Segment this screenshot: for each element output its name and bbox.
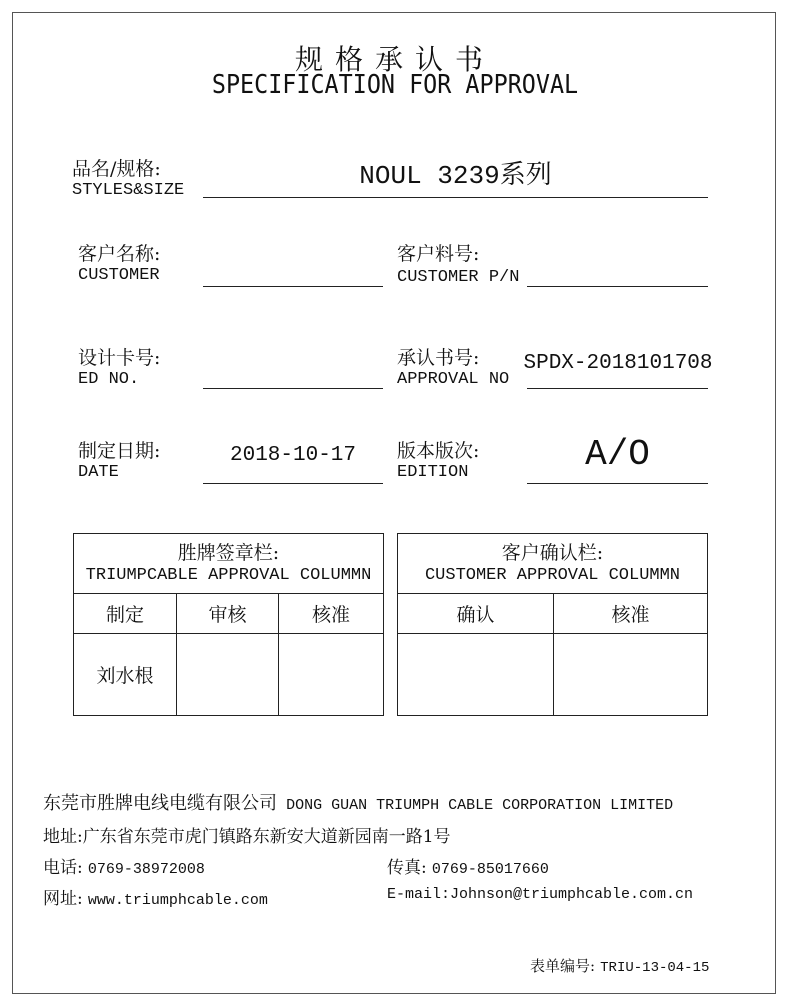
customer-box-header [398,534,708,594]
fax-label: 传真: [387,858,427,878]
triumph-box-title-en: TRIUMPCABLE APPROVAL COLUMMN [85,565,372,585]
customer-label-cn: 客户名称: [78,243,161,265]
website-value[interactable]: www.triumphcable.com [87,892,268,909]
phone-row [43,853,205,878]
customer-cell-confirm [398,634,554,716]
email-value[interactable]: E-mail:Johnson@triumphcable.com.cn [387,886,694,903]
date-underline [203,483,383,484]
fax-row [387,853,549,878]
customer-box-title-en: CUSTOMER APPROVAL COLUMMN [424,565,681,585]
approval-no-value: SPDX-2018101708 [523,352,713,375]
website-label: 网址: [43,889,83,909]
customer-cell-approve [554,634,708,716]
date-value: 2018-10-17 [229,444,357,467]
phone-label: 电话: [43,858,83,878]
phone-value: 0769-38972008 [87,861,205,878]
edition-label-en: EDITION [397,463,469,482]
date-label-en: DATE [78,463,119,482]
fax-value: 0769-85017660 [431,861,549,878]
approval-no-label-cn: 承认书号: [397,347,480,369]
triumph-col-approve: 核准 [279,594,384,634]
customer-label-en: CUSTOMER [78,266,160,285]
customer-pn-label-en: CUSTOMER P/N [397,268,520,287]
address: 地址:广东省东莞市虎门镇路东新安大道新园南一路1号 [43,827,451,847]
approval-no-underline [527,388,708,389]
style-label-cn: 品名/规格: [72,158,161,180]
triumph-approval-table [73,533,384,716]
style-underline [203,197,708,198]
style-label-en: STYLES&SIZE [72,181,185,200]
triumph-col-review: 审核 [177,594,279,634]
ed-no-label-en: ED NO. [78,370,140,389]
customer-col-approve: 核准 [554,594,708,634]
form-number-value: TRIU-13-04-15 [600,960,710,976]
company-name-en: DONG GUAN TRIUMPH CABLE CORPORATION LIMITED [286,797,674,814]
ed-no-underline [203,388,383,389]
edition-underline [527,483,708,484]
triumph-box-title-cn: 胜牌签章栏: [177,541,280,564]
triumph-cell-review [177,634,279,716]
edition-value: A/O [585,434,650,475]
form-number-row [530,955,709,976]
title-english: SPECIFICATION FOR APPROVAL [211,70,579,100]
form-number-label: 表单编号: [530,957,596,975]
company-name-cn: 东莞市胜牌电线电缆有限公司 [43,793,277,814]
customer-approval-table [397,533,708,716]
triumph-col-prepared: 制定 [74,594,177,634]
date-label-cn: 制定日期: [78,440,161,462]
triumph-cell-approve [279,634,384,716]
customer-underline [203,286,383,287]
ed-no-label-cn: 设计卡号: [78,347,161,369]
title-chinese: 规格承认书 [294,43,495,76]
approval-no-label-en: APPROVAL NO [397,370,510,389]
style-value: NOUL 3239系列 [359,161,552,191]
customer-box-title-cn: 客户确认栏: [501,541,604,564]
customer-col-confirm: 确认 [398,594,554,634]
company-name-row [43,789,673,815]
triumph-cell-prepared: 刘水根 [74,634,177,716]
customer-pn-underline [527,286,708,287]
website-row [43,884,268,909]
customer-pn-label-cn: 客户料号: [397,243,480,265]
edition-label-cn: 版本版次: [397,440,480,462]
triumph-box-header [74,534,384,594]
